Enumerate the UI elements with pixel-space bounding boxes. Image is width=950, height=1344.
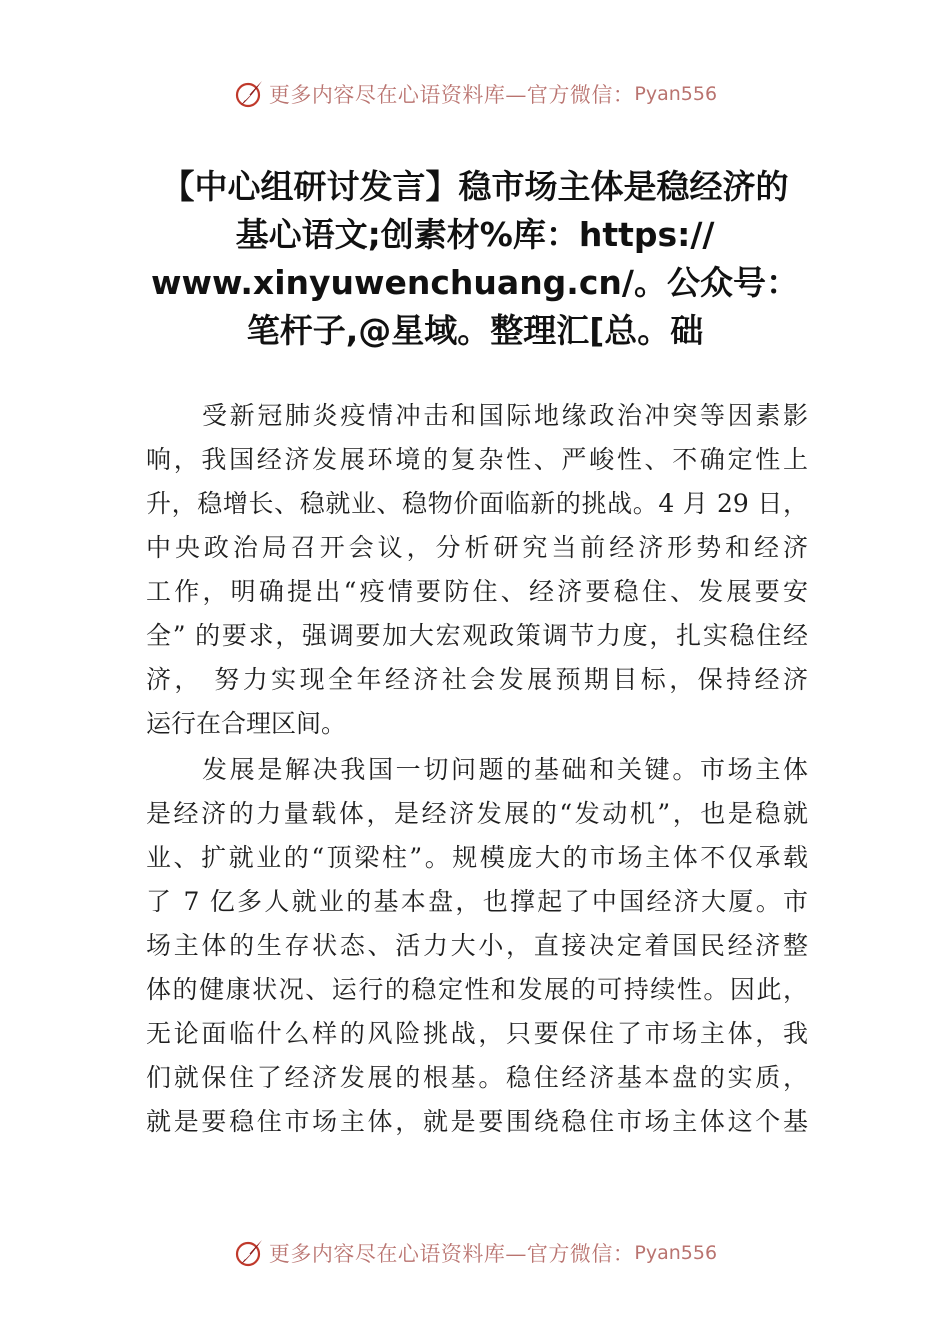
- footer-banner: [0, 1233, 950, 1273]
- title-line: 【中心组研讨发言】稳市场主体是稳经济的: [161, 167, 789, 206]
- title-line: 基心语文;创素材%库：https://: [235, 215, 715, 254]
- text-line: 中央政治局召开会议，分析研究当前经济形势和经济: [146, 533, 808, 562]
- quill-pen-logo-icon: [233, 1237, 265, 1269]
- text-line: 运行在合理区间。: [146, 709, 347, 738]
- title-line: www.xinyuwenchuang.cn/。公众号：: [151, 263, 799, 302]
- text-line: 场主体的生存状态、活力大小，直接决定着国民经济整: [146, 931, 808, 960]
- text-line: 了 7 亿多人就业的基本盘，也撑起了中国经济大厦。市: [146, 887, 808, 916]
- banner-text: 更多内容尽在心语资料库—官方微信：: [268, 83, 635, 107]
- text-line: 升，稳增长、稳就业、稳物价面临新的挑战。4 月 29 日，: [146, 489, 808, 518]
- banner-text: 更多内容尽在心语资料库—官方微信：: [268, 1242, 635, 1266]
- paragraph: [146, 748, 808, 1144]
- text-line: 业、扩就业的“顶梁柱”。规模庞大的市场主体不仅承载: [146, 843, 808, 872]
- paragraph: [146, 394, 808, 746]
- header-banner: [0, 74, 950, 114]
- banner-contact: Pyan556: [634, 1242, 718, 1264]
- banner-contact: Pyan556: [634, 83, 718, 105]
- text-line: 受新冠肺炎疫情冲击和国际地缘政治冲突等因素影: [202, 401, 808, 430]
- text-line: 济， 努力实现全年经济社会发展预期目标，保持经济: [146, 665, 808, 694]
- document-body: [146, 394, 808, 1144]
- text-line: 们就保住了经济发展的根基。稳住经济基本盘的实质，: [146, 1063, 808, 1092]
- document-title: [110, 163, 840, 355]
- text-line: 发展是解决我国一切问题的基础和关键。市场主体: [202, 755, 808, 784]
- text-line: 工作，明确提出“疫情要防住、经济要稳住、发展要安: [146, 577, 808, 606]
- text-line: 无论面临什么样的风险挑战，只要保住了市场主体，我: [146, 1019, 808, 1048]
- text-line: 就是要稳住市场主体，就是要围绕稳住市场主体这个基: [146, 1107, 808, 1136]
- text-line: 是经济的力量载体，是经济发展的“发动机”，也是稳就: [146, 799, 808, 828]
- title-line: 笔杆子,@星域。整理汇[总。础: [246, 311, 704, 350]
- quill-pen-logo-icon: [233, 78, 265, 110]
- text-line: 响，我国经济发展环境的复杂性、严峻性、不确定性上: [146, 445, 808, 474]
- text-line: 全” 的要求，强调要加大宏观政策调节力度，扎实稳住经: [146, 621, 808, 650]
- text-line: 体的健康状况、运行的稳定性和发展的可持续性。因此，: [146, 975, 808, 1004]
